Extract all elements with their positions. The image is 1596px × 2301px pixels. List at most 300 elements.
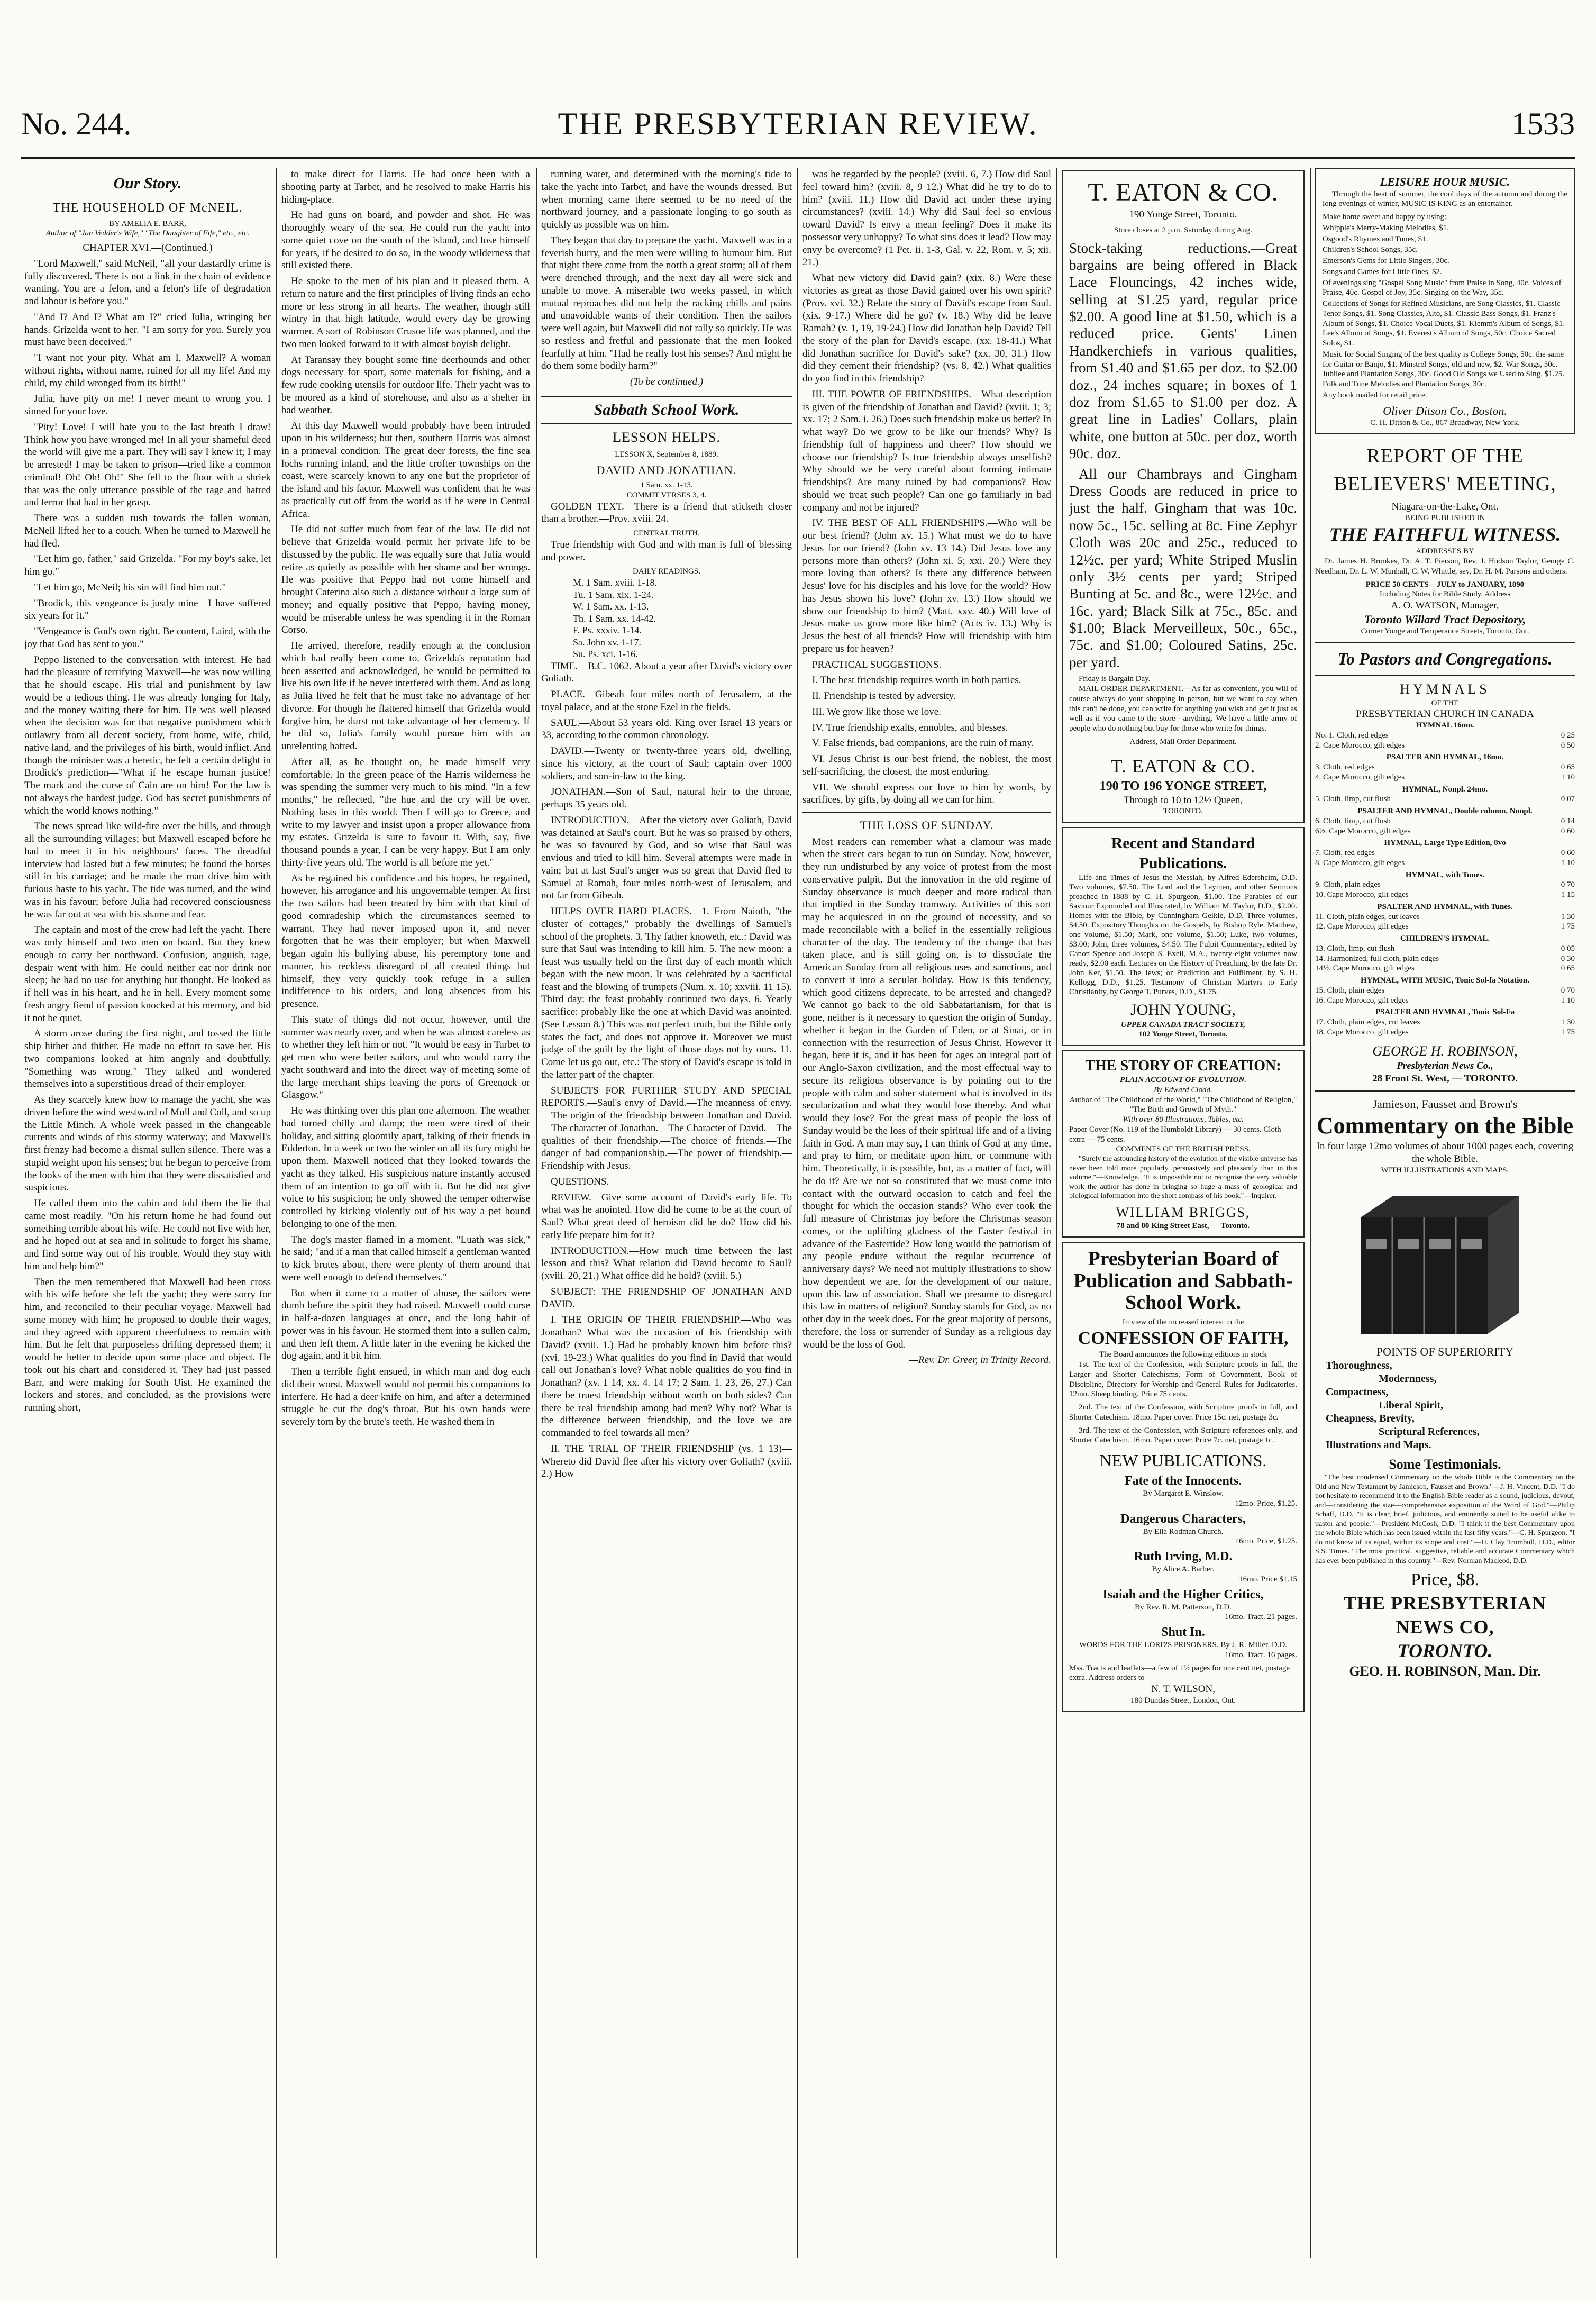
price-row: [1315, 794, 1575, 804]
publisher-name: WILLIAM BRIGGS,: [1116, 1204, 1251, 1220]
paragraph: "Let him go, father," said Grizelda. "For my boy's sake, let him go.": [24, 553, 271, 577]
price-row: [1315, 826, 1575, 836]
ad-heading: REPORT OF THE: [1366, 444, 1524, 467]
publication-item: [1069, 1624, 1297, 1660]
reading-item: M. 1 Sam. xviii. 1-18.: [573, 577, 658, 588]
paragraph: At this day Maxwell would probably have been intruded upon in his wilderness; but then, southern Harris was almost in a primeval condition. The great deer forests, the fine sea lochs running inland, and the little crofter townships on the coast, were scarcely known to any one but the proprietor of the island and his factor. Maxwell was confident that he was as practically cut off from the world as if he were in Central Africa.: [281, 420, 530, 520]
daily-readings-heading: DAILY READINGS.: [633, 567, 700, 576]
price-item: 14. Harmonized, full cloth, plain edges: [1315, 954, 1439, 963]
paragraph: VII. We should express our love to him by words, by sacrifices, by gifts, by doing all we can for him.: [802, 781, 1051, 806]
music-book-line: Of evenings sing "Gospel Song Music" from Praise in Song, 40c. Voices of Praise, 40c. Gospel of Joy, 35c. Singing on the Way, 35c.: [1323, 278, 1562, 297]
ad-heading: BELIEVERS' MEETING,: [1334, 473, 1556, 496]
music-advertisement: [1315, 168, 1575, 434]
article-body: [802, 836, 1051, 1351]
paragraph: He spoke to the men of his plan and it pleased them. A return to nature and the first principles of living finds an echo more or less strong in all hearts. The weather, though still wintry in that high latitude, would every day be growing warmer. A sort of Robinson Crusoe life was planned, and the two men looked forward to it with almost boyish delight.: [281, 276, 530, 350]
paragraph: He had guns on board, and powder and shot. He was thoroughly weary of the sea. He could run the yacht into some quiet cove on the south of the island, and lose himself for years, if he desired to do so, in the woody wilderness that still existed there.: [281, 210, 530, 271]
books-icon: [1350, 1180, 1540, 1339]
superiority-point: Thoroughness,: [1326, 1359, 1392, 1371]
superiority-point: Cheapness, Brevity,: [1326, 1412, 1415, 1424]
publisher-address: 180 Dundas Street, London, Ont.: [1130, 1696, 1236, 1705]
paragraph: What new victory did David gain? (xix. 8.) Were these victories as great as those David gained over his own spirit? (Prov. xvi. 32.) Relate the story of David's escape from Saul. (xix. 9-17.) Where did he go? (v. 18.) Why did he leave Ramah? (v. 1, 19, 19-24.) How did Jonathan help David? Tell the story of the plan for David's escape. (xx. 18-41.) What did Jonathan sacrifice for David's sake? (xx. 30, 31.) How did they cement their friendship? (vs. 8, 42.) What qualities do you find in this friendship?: [802, 272, 1051, 384]
price-value: 1 75: [1561, 1027, 1575, 1036]
music-book-line: Children's School Songs, 35c.: [1323, 245, 1418, 254]
depository-name: Toronto Willard Tract Depository,: [1364, 612, 1526, 626]
column-2: [281, 168, 530, 2263]
advertiser-address: 190 Yonge Street, Toronto.: [1129, 209, 1237, 220]
publisher-name: THE PRESBYTERIAN NEWS CO,: [1343, 1592, 1547, 1638]
publisher-address: 78 and 80 King Street East, — Toronto.: [1116, 1222, 1250, 1231]
ad-heading: Presbyterian Board of Publication and Sabbath-School Work.: [1073, 1247, 1293, 1314]
paragraph: "Brodick, this vengeance is justly mine—I have suffered six years for it.": [24, 597, 271, 622]
publication-name: THE FAITHFUL WITNESS.: [1329, 524, 1561, 545]
music-book-line: Collections of Songs for Refined Musicians, are Song Classics, $1. Classic Tenor Songs, $1. Song Classics, Alto, $1. Classic Bass Songs, $1. Franz's Album of Songs, $1. Choice Vocal Duets, $1. Klemm's Album of Songs, $1. Lee's Album of Songs, $1. Everest's Album of Songs, 50c. Choice Sacred Solos, $1.: [1323, 299, 1565, 348]
price-item: 4. Cape Morocco, gilt edges: [1315, 772, 1405, 781]
press-heading: COMMENTS OF THE BRITISH PRESS.: [1116, 1145, 1251, 1154]
price-value: 0 60: [1561, 826, 1575, 835]
paragraph: III. THE POWER OF FRIENDSHIPS.—What description is given of the friendship of Jonathan and David? (xviii. 1; 3; xx. 17; 2 Sam. i. 26.) Does such friendship make us better? In what way? Do we grow to be like our friends? Why? Is friendship full of happiness and cheer? How should we choose our friendship? Is true friendship always unselfish? Why should we be very careful about forming intimate friendships? Are many ruined by bad companions? How should we treat such people? Can one go familiarly in bad company and not be injured?: [802, 388, 1051, 513]
location: Niagara-on-the-Lake, Ont.: [1391, 501, 1499, 512]
paragraph: TIME.—B.C. 1062. About a year after David's victory over Goliath.: [541, 660, 792, 685]
advertiser-name: T. EATON & CO.: [1110, 755, 1256, 777]
column-divider: [1310, 168, 1311, 2258]
ad-note: Including Notes for Bible Study. Address: [1379, 590, 1511, 599]
publisher-org: Presbyterian News Co.,: [1397, 1060, 1493, 1071]
price-group-heading: PSALTER AND HYMNAL, with Tunes.: [1377, 902, 1513, 911]
publication-price: 16mo. Tract. 21 pages.: [1225, 1613, 1297, 1622]
paragraph: They began that day to prepare the yacht. Maxwell was in a feverish hurry, and the men were willing to humour him. But that night there came from the north a great storm; all of them were drenched through, and the next day all were sick and unable to move. A miserable two weeks passed, in which mutual reproaches did not help the racking chills and pains and unavoidable wants of their condition. Then the sailors were well again, but Maxwell did not rally so quickly. He was so restless and fretful and passionate that the men looked fearfully at him. "Had he really lost his senses? And might he do them some bodily harm?": [541, 234, 792, 372]
price-item: 17. Cloth, plain edges, cut leaves: [1315, 1018, 1420, 1026]
ad-heading: THE STORY OF CREATION:: [1085, 1058, 1281, 1075]
paragraph: was he regarded by the people? (xviii. 6, 7.) How did Saul feel toward him? (xviii. 8, 9 12.) What did he try to do to him? (xviii. 11.) How did David act under these trying circumstances? (xviii. 14.) Why did Saul feel so envious toward David? Is envy a mean feeling? Does it make its possessor very unhappy? To what sins does it lead? How may envy be overcome? (1 Pet. ii. 1-3, Gal. v. 22, Rom. v. 5; xii. 21.): [802, 169, 1051, 268]
column-divider: [797, 168, 798, 2258]
paragraph: III. We grow like those we love.: [812, 706, 941, 717]
publication-author: By Alice A. Barber.: [1152, 1565, 1215, 1574]
price-group-heading: HYMNAL, WITH MUSIC, Tonic Sol-fa Notation.: [1361, 976, 1529, 985]
ad-illustrations: With over 80 Illustrations, Tables, etc.: [1123, 1115, 1244, 1124]
illustrations-note: WITH ILLUSTRATIONS AND MAPS.: [1381, 1166, 1509, 1175]
advertiser-address: 190 TO 196 YONGE STREET,: [1099, 779, 1267, 793]
price-item: 9. Cloth, plain edges: [1315, 880, 1381, 889]
publication-item: [1069, 1473, 1297, 1509]
price-item: 3. Cloth, red edges: [1315, 763, 1375, 771]
ad-author: By Edward Clodd.: [1154, 1085, 1212, 1094]
price-row: [1315, 772, 1575, 783]
price-value: 0 70: [1561, 880, 1575, 889]
church-name: PRESBYTERIAN CHURCH IN CANADA: [1356, 708, 1534, 720]
issue-number: No. 244.: [21, 106, 132, 141]
price-value: 1 10: [1561, 996, 1575, 1005]
paragraph: Then the men remembered that Maxwell had been cross with his wife before she left the yacht; they were sorry for him, and reconciled to their peculiar voyage. Maxwell had some money with him; he proposed to double their wages, and they agreed with apparent cheerfulness to remain with him. But he felt that purposeless drifting depressed them; it would be better to decide upon some place and object. He took out his chart and considered it. They had just passed Barr, and were making for South Uist. He examined the lockers and stores, and concluded, as the provisions were running short,: [24, 1276, 271, 1413]
price-group-heading: PSALTER AND HYMNAL, Tonic Sol-Fa: [1375, 1008, 1515, 1017]
paragraph: Then a terrible fight ensued, in which man and dog each did their worst. Maxwell would not permit his companions to interfere. He had a deer knife on him, and after a determined struggle he cut the dog's throat. But his own hands were severely torn by the brute's teeth. He washed them in: [281, 1366, 530, 1427]
price-row: [1315, 816, 1575, 826]
price-group-heading: HYMNAL, Nonpl. 24mo.: [1402, 785, 1488, 794]
commentary-title: Commentary on the Bible: [1316, 1113, 1574, 1139]
price-row: [1315, 922, 1575, 932]
price-row: [1315, 944, 1575, 954]
byline: BY AMELIA E. BARR,: [109, 219, 186, 228]
testimonials-body: "The best condensed Commentary on the whole Bible is the Commentary on the Old and New Testament by Jamieson, Fausset and Brown."—J. H. Vincent, D.D. "I do not hesitate to recommend it to the English Bible reader as a sound, judicious, devout, and—considering the size—comprehensive exposition of the Word of God."—Philip Schaff, D.D. "It is clear, brief, judicious, and eminently suited to be useful alike to pastor and people."—President McCosh, D.D. "I think it the best Commentary upon the whole Bible which has been issued within the last fifty years."—C. H. Spurgeon. "I do not know of its equal, within its scope and cost."—H. Clay Trumbull, D.D., editor S.S. Times. "The most practical, suggestive, reliable and accurate Commentary which has ever been published in this country."—Rev. Norman Macleod, D.D.: [1315, 1474, 1575, 1565]
paragraph: I. The best friendship requires worth in both parties.: [812, 675, 1022, 686]
lesson-body: [541, 660, 792, 1481]
advertiser-city: TORONTO.: [1163, 807, 1203, 816]
price-value: 0 14: [1561, 816, 1575, 825]
hymnal-price-list: [1315, 731, 1575, 1038]
lesson-helps-title: LESSON HELPS.: [613, 430, 721, 445]
price-item: 16. Cape Morocco, gilt edges: [1315, 996, 1409, 1005]
paragraph: "Pity! Love! I will hate you to the last breath I draw! Think how you have wronged me! In all your shameful deed the world will give me a part. They will say I knew it; I may be arrested! I may be taken to prison—tried like a common criminal! Oh! Oh! Oh!" She fell to the floor with a shriek that was the only utterance possible of the rage and hatred and terror that had in her grasp.: [24, 421, 271, 508]
music-book-line: Emerson's Gems for Little Singers, 30c.: [1323, 257, 1449, 265]
ad-intro: The Board announces the following editions in stock: [1099, 1350, 1267, 1359]
paragraph: At Taransay they bought some fine deerhounds and other dogs necessary for sport, some materials for fishing, and a few rude cooking utensils for outdoor life. Their yacht was to be moored as a kind of storehouse, and also as a shelter in bad weather.: [281, 354, 530, 416]
price-value: 0 50: [1561, 741, 1575, 750]
publication-author: By Rev. R. M. Patterson, D.D.: [1135, 1603, 1232, 1612]
paragraph: There was a sudden rush towards the fallen woman, McNeil lifted her to a couch. When he turned to Maxwell he had fled.: [24, 513, 271, 549]
superiority-point: Modernness,: [1379, 1372, 1437, 1385]
price: Price, $8.: [1410, 1570, 1480, 1590]
mail-order-note: MAIL ORDER DEPARTMENT.—As far as convenient, you will of course always do your shopping in person, but we want to say when this can't be done, you can write for anything you wish and get it just as well as if you came to the store—anything. We have a little army of people who do nothing but buy for those who write for things.: [1069, 685, 1297, 733]
publication-price: 16mo. Price $1.15: [1239, 1575, 1297, 1584]
newspaper-title: THE PRESBYTERIAN REVIEW.: [558, 106, 1038, 141]
author-credits: Author of "Jan Vedder's Wife," "The Daughter of Fife," etc., etc.: [45, 229, 250, 238]
addresses-heading: ADDRESSES BY: [1416, 547, 1474, 556]
reading-item: Tu. 1 Sam. xix. 1-24.: [573, 589, 654, 600]
price-row: [1315, 890, 1575, 900]
depository-address: Corner Yonge and Temperance Streets, Toronto, Ont.: [1361, 627, 1529, 636]
paragraph: QUESTIONS.: [551, 1176, 609, 1187]
advertiser-address-sub: Through to 10 to 12½ Queen,: [1123, 794, 1243, 806]
price-row: [1315, 741, 1575, 751]
publisher-city: TORONTO.: [1397, 1640, 1493, 1661]
superiority-point: Illustrations and Maps.: [1326, 1439, 1431, 1451]
paragraph: The news spread like wild-fire over the hills, and through all the surrounding villages; but Maxwell escaped before he had to meet it in his neighbours' faces. The dreadful interview had lasted but a few minutes; he found the horses still in his carriage; and he made the man drive him with furious haste to his yacht. The tide was turned, and the wind was in his favour; before Julia had recovered consciousness he was far out at sea with his shame and fear.: [24, 821, 271, 920]
reading-item: W. 1 Sam. xx. 1-13.: [573, 601, 649, 612]
publication-title: Ruth Irving, M.D.: [1134, 1550, 1233, 1564]
publisher-org: UPPER CANADA TRACT SOCIETY,: [1120, 1020, 1246, 1029]
price-value: 0 30: [1561, 954, 1575, 963]
price-item: 11. Cloth, plain edges, cut leaves: [1315, 912, 1420, 921]
book-stack-illustration: [1350, 1180, 1540, 1339]
publisher-name: GEORGE H. ROBINSON,: [1372, 1043, 1518, 1059]
new-publications-heading: NEW PUBLICATIONS.: [1099, 1451, 1267, 1470]
paragraph: This state of things did not occur, however, until the summer was nearly over, and when he was almost careless as to whether they left him or not. "It would be easy in Tarbet to get men who were better sailors, and who would carry the yacht southward and into the direct way of meeting some of the large merchant ships leaving the ports of Greenock or Glasgow.": [281, 1014, 530, 1101]
price-value: 0 65: [1561, 763, 1575, 771]
paragraph: After all, as he thought on, he made himself very comfortable. In the green peace of the Harris wilderness he was spending the summer very much to his mind. "In a few months," he reflected, "the hue and the cry will be over. Nothing lasts in this world. Then I will go to Greece, and write to my lawyer and insist upon a proper allowance from my estates. Grizelda is sure to favour it. With, say, five thousand pounds a year, I can be very happy. But I am only thirty-five years old. The world is all before me yet.": [281, 756, 530, 868]
paragraph: SAUL.—About 53 years old. King over Israel 13 years or 33, according to the common chronology.: [541, 717, 792, 741]
scripture-reference: 1 Sam. xx. 1-13.: [640, 481, 693, 489]
paragraph: HELPS OVER HARD PLACES.—1. From Naioth, "the cluster of cottages," probably the dwellings of Samuel's school of the prophets. 3. Thy father knoweth, etc.: David was sure that Saul was intending to kill him. 5. The new moon: a feast was usually held on the first day of each month which began with the new moon. It was celebrated by a sacrificial feast and the blowing of trumpets (Num. x. 10; xxviii. 11 15). Third day: the feast probably continued two days. 6. Yearly sacrifice: probably like the one at which David was anointed. (See Lesson 8.) This was not perfect truth, but the Bible only states the fact, and does not approve it. Moreover we must judge of the guilt by the light of those days not by ours. 11. Come let us go out, etc.: The story of David's escape is told in the latter part of the chapter.: [541, 906, 792, 1080]
ad-heading: LEISURE HOUR MUSIC.: [1380, 175, 1510, 188]
price-row: [1315, 912, 1575, 922]
paragraph: A storm arose during the first night, and tossed the little ship hither and thither. He made no effort to save her. His two companions looked at him angrily and doubtfully. "Something was wrong." They talked and wondered themselves into a superstitious dread of their employer.: [24, 1028, 271, 1090]
price-row: [1315, 858, 1575, 868]
paragraph: "Lord Maxwell," said McNeil, "all your dastardly crime is fully discovered. There is not a link in the chain of evidence wanting. You are a felon, and a felon's life of degradation and labour is before you.": [24, 258, 271, 307]
paragraph: REVIEW.—Give some account of David's early life. To what was he anointed. How did he come to be at the court of Saul? What great deed of heroism did he do? How did his early life prepare him for it?: [541, 1192, 792, 1241]
ad-intro: In view of the increased interest in the: [1122, 1318, 1244, 1327]
central-truth: True friendship with God and with man is full of blessing and power.: [541, 539, 792, 563]
publisher-name: N. T. WILSON,: [1151, 1684, 1215, 1695]
bargain-day: Friday is Bargain Day.: [1079, 675, 1151, 684]
section-rule: [1315, 642, 1575, 643]
paragraph: Most readers can remember what a clamour was made when the street cars began to run on Sunday. Now, however, they run undisturbed by any voice of protest from the most conservative pulpit. But the innovation in the old regime of Sunday observance is much deeper and more radical than that implied in the Sunday tramway. Activities of this sort may be acquiesced in on the ground of necessity, and so made reconcilable with a belief in the essentially religious character of the day. The tendency of the change that has taken place, and is still going on, is to dissociate the American Sunday from all religious uses and sanctions, and to convert it into a secular holiday. How is this tendency, which good citizens deprecate, to be arrested and changed? We cannot go back to the old Sabbatarianism, for that is gone, neither is it necessary to question the origin of Sunday, whether it began in the Garden of Eden, or at Sinai, or in connection with the resurrection of Jesus Christ. However it began, here it is, and it has been for ages an integral part of our Anglo-Saxon civilization, and the most effectual way to secure its religious observance is by pointing out to the people with calm and sober statement what is involved in its secularization and what they would lose thereby. And what would they lose? For the great mass of people the loss of Sunday would be the loss of their spiritual life and of a living faith in God. A man may say, I can think of God at any time, and pray to him, or meditate upon him, or commune with him. Theoretically, it is possible, but, as a matter of fact, will he do it? Are we not so constituted that we must come into contact with the outward occasion to catch and feel the thought for which the occasion stands? Who ever took the full measure of Christmas joy before the Christmas season comes, or the uplifting gladness of the Easter festival in advance of the Eastertide? How long would the patriotism of any people endure without the regular recurrence of anniversary days? We need not multiply illustrations to show how dependent we are, for the development of our nature, upon this law of association. Shall we presume to disregard this law in matters of religion? Sunday stands for God, as no other day in the week does. For the great majority of persons, therefore, the loss or surrender of Sunday as a religious day would be the loss of God.: [802, 836, 1051, 1350]
paragraph: INTRODUCTION.—How much time between the last lesson and this? What relation did David become to Saul? (xviii. 20, 21.) What office did he hold? (xviii. 5.): [541, 1245, 792, 1281]
music-book-line: Any book mailed for retail price.: [1323, 390, 1427, 399]
hymnal-edition: HYMNAL 16mo.: [1416, 721, 1474, 730]
price-value: 1 30: [1561, 1018, 1575, 1026]
price-row: [1315, 996, 1575, 1006]
managing-director: GEO. H. ROBINSON, Man. Dir.: [1349, 1663, 1541, 1679]
price-group-heading: PSALTER AND HYMNAL, 16mo.: [1386, 753, 1504, 762]
ad-note: BEING PUBLISHED IN: [1405, 513, 1485, 522]
ad-heading: To Pastors and Congregations.: [1337, 649, 1553, 668]
points-heading: POINTS OF SUPERIORITY: [1376, 1345, 1514, 1359]
price-value: 0 25: [1561, 731, 1575, 740]
paragraph: SUBJECT: THE FRIENDSHIP OF JONATHAN AND DAVID.: [541, 1286, 792, 1310]
price-value: 0 07: [1561, 795, 1575, 804]
paragraph: He called them into the cabin and told them the lie that came most readily. "On his return home he had found out something terrible about his wife. He could not live with her, and he hoped out at sea and in solitude to forget his shame, and find some way out of his trouble. Would they stay with him and help him?": [24, 1198, 271, 1272]
paragraph: INTRODUCTION.—After the victory over Goliath, David was detained at Saul's court. But he was so praised by others, he was so favoured by God, and so wise that Saul was envious and tried to kill him. Several attempts were made in vain; but at last Saul's anger was so great that David fled to Samuel at Ramah, four miles north-west of Jerusalem, and not far from Gibeah.: [541, 814, 792, 902]
new-publications-list: [1069, 1473, 1297, 1660]
price-value: 1 75: [1561, 922, 1575, 931]
publications-advertisement: [1062, 827, 1305, 1046]
paragraph: II. THE TRIAL OF THEIR FRIENDSHIP (vs. 1 13)—Whereto did David flee after his victory over Goliath? (xviii. 2.) How: [541, 1443, 792, 1480]
publication-title: Shut In.: [1161, 1625, 1205, 1640]
paragraph: II. Friendship is tested by adversity.: [812, 690, 956, 702]
superiority-point: Compactness,: [1326, 1386, 1389, 1398]
manager-name: A. O. WATSON, Manager,: [1391, 600, 1499, 611]
paragraph: He was thinking over this plan one afternoon. The weather had turned chilly and damp; the men were tired of their holiday, and sitting gloomily apart, talking of their friends in Edderton. In a week or two the winter on all its fury might be upon them. Maxwell noticed that they looked towards the yacht as they talked. His suspicious nature instantly accused them of an intention to go off with it. But he did not give voice to his suspicion; he only showed the temper otherwise controlled by kicking violently out of his way a pet hound belonging to one of the men.: [281, 1105, 530, 1230]
price-value: 0 05: [1561, 944, 1575, 953]
price-item: No. 1. Cloth, red edges: [1315, 731, 1389, 740]
price-item: 5. Cloth, limp, cut flush: [1315, 795, 1391, 804]
ad-note: Mss. Tracts and leaflets—a few of 1½ pages for one cent net, postage extra. Address orders to: [1069, 1663, 1290, 1682]
chapter-heading: CHAPTER XVI.—(Continued.): [83, 242, 213, 253]
price-item: 15. Cloth, plain edges: [1315, 986, 1385, 995]
ad-body: All our Chambrays and Gingham Dress Goods are reduced in price to just the half. Gingham that was 10c. now 5c., 15c. selling at 8c. Fine Zephyr Cloth was 20c and 25c., reduced to 12½c. per yard; White Striped Muslin only 3½ cents per yard; Striped Bunting at 5c. and 8c., were 12½c. and 16c. yard; Black Silk at 75c., 85c. and $1.00; Black Merveilleux, 50c., 65c., 75c. and $1.00; Coloured Satins, 25c. per yard.: [1069, 466, 1297, 670]
price-value: 0 60: [1561, 849, 1575, 857]
paragraph: Julia, have pity on me! I never meant to wrong you. I sinned for your love.: [24, 393, 271, 417]
speakers-list: Dr. James H. Brookes, Dr. A. T. Pierson, Rev. J. Hudson Taylor, George C. Needham, Dr. L. W. Munhall, C. W. Whittle, sey, Dr. H. M. Parsons and others.: [1315, 557, 1575, 576]
central-truth-heading: CENTRAL TRUTH.: [633, 529, 700, 538]
paragraph: to make direct for Harris. He had once been with a shooting party at Tarbet, and he resolved to make Harris his hiding-place.: [281, 169, 530, 205]
superiority-point: Scriptural References,: [1379, 1425, 1480, 1438]
hymnals-of: OF THE: [1431, 698, 1459, 707]
eaton-advertisement: [1062, 170, 1305, 823]
paragraph: "And I? And I? What am I?" cried Julia, wringing her hands. Grizelda went to her. "I am sorry for you. Surely you must have been deceived.": [24, 311, 271, 348]
reading-item: F. Ps. xxxiv. 1-14.: [573, 625, 642, 635]
column-divider: [1056, 168, 1057, 2258]
paragraph: DAVID.—Twenty or twenty-three years old, dwelling, since his victory, at the court of Saul; captain over 1000 soldiers, and son-in-law to the king.: [541, 745, 792, 782]
story-body-continued: [281, 168, 530, 1429]
daily-readings-list: [541, 577, 792, 660]
paragraph: As they scarcely knew how to manage the yacht, she was driven before the wind westward of Mull and Coll, and so up the Little Minch. A whole week passed in the changeable currents and winds of this stormy waterway; and Maxwell's first frenzy had become a dismal sullen silence. There was a stupid weight upon his senses; but he began to perceive from the looks of the men with him that they were dissatisfied and suspicious.: [24, 1094, 271, 1194]
story-body: [24, 258, 271, 1414]
masthead-rule: [21, 157, 1575, 159]
price-group-heading: HYMNAL, Large Type Edition, 8vo: [1384, 839, 1506, 848]
section-rule: [1315, 1090, 1575, 1092]
paragraph: IV. THE BEST OF ALL FRIENDSHIPS.—Who will be our best friend? (John xv. 15.) What must we do to have Jesus for our friend? (John xv. 13 14.) Did Jesus love any persons more than others? (John xi. 5; xxi. 20.) Were they more loving than others? Is there any difference between Jesus' love for his disciples and his love for the world? How has Jesus shown his love? (John xv. 13.) How should we show our friendship to him? (Matt. xxv. 40.) Will love of Jesus make us grow more like him? (Acts iv. 13.) Why is Jesus the best of all friends? How will friendship with him prepare us for heaven?: [802, 517, 1051, 654]
price-item: 12. Cape Morocco, gilt edges: [1315, 922, 1409, 931]
paragraph: V. False friends, bad companions, are the ruin of many.: [812, 738, 1034, 749]
ad-body: Life and Times of Jesus the Messiah, by Alfred Edersheim, D.D. Two volumes, $7.50. The Lord and the Laymen, and other Sermons preached in 1888 by C. H. Spurgeon, $1.00. The Parables of our Saviour Expounded and Illustrated, by William M. Taylor, D.D., $2.00. Homes with the Bible, by Cunningham Geikie, D.D. Three volumes, $4.50. Expository Thoughts on the Gospels, by Bishop Ryle. Matthew, one volume, $1.50; Mark, one volume, $1.50; Luke, two volumes, $3.00; John, three volumes, $4.50. The Pulpit Commentary, edited by Canon Spence and Joseph S. Exell, M.A., twenty-eight volumes now ready, $2.00 each. Lectures on the History of Preaching, by the late Dr. John Ker, $1.50. The Jews; or Prediction and Fulfilment, by S. H. Kellogg, D.D., $1.25. Testimony of Christian Martyrs to Early Christianity, by George T. Purves, D.D., $1.75.: [1069, 874, 1297, 997]
paragraph: JONATHAN.—Son of Saul, natural heir to the throne, perhaps 35 years old.: [541, 786, 792, 810]
mail-order-address: Address, Mail Order Department.: [1129, 737, 1237, 746]
superiority-point: Liberal Spirit,: [1379, 1399, 1444, 1411]
publication-title: Fate of the Innocents.: [1124, 1474, 1242, 1488]
price-item: 7. Cloth, red edges: [1315, 849, 1375, 857]
paragraph: PRACTICAL SUGGESTIONS.: [812, 659, 942, 670]
price-group-heading: HYMNAL, with Tunes.: [1405, 870, 1485, 879]
price-row: [1315, 986, 1575, 996]
price-group-heading: PSALTER AND HYMNAL, Double column, Nonpl.: [1357, 807, 1533, 815]
price-value: 1 10: [1561, 772, 1575, 781]
price-row: [1315, 963, 1575, 974]
column-4: [802, 168, 1051, 2263]
column-divider: [276, 168, 277, 2258]
paragraph: "Let him go, McNeil; his sin will find him out.": [34, 581, 226, 593]
column-divider: [536, 168, 537, 2258]
paragraph: The dog's master flamed in a moment. "Luath was sick," he said; "and if a man that called himself a gentleman wanted to kick brutes about, there were plenty of them around that were well enough to defend themselves.": [281, 1234, 530, 1283]
publication-price: 16mo. Tract. 16 pages.: [1225, 1650, 1297, 1659]
edition-item: 1st. The text of the Confession, with Scripture proofs in full, the Larger and Shorter Catechisms, Form of Government, Book of Discipline, Directory for Worship and General Rules for Judicatories. 12mo. Sheep binding. Price 75 cents.: [1069, 1360, 1297, 1399]
price-row: [1315, 1017, 1575, 1027]
golden-text: GOLDEN TEXT.—There is a friend that sticketh closer than a brother.—Prov. xviii. 24.: [541, 501, 792, 525]
page-number: 1533: [1511, 106, 1575, 141]
lesson-meta: LESSON X, September 8, 1889.: [615, 450, 718, 459]
music-book-line: Music for Social Singing of the best quality is College Songs, 50c. the same for Guitar or Banjo, $1. Minstrel Songs, old and new, $2. War Songs, 50c. Jubilee and Plantation Songs, 30c. Good Old Songs we Used to Sing, $1.25. Folk and Tune Melodies and Plantation Songs, 30c.: [1323, 350, 1565, 388]
music-books-list: [1323, 212, 1567, 401]
reading-item: Sa. John xv. 1-17.: [573, 636, 641, 648]
publication-author: By Ella Rodman Church.: [1143, 1527, 1224, 1536]
ad-body: Stock-taking reductions.—Great bargains are being offered in Black Lace Flouncings, 42 inches wide, selling at $1.25 yard, regular price $2.00. A good line at $1.50, which is a reduced price. Gents' Linen Handkerchiefs in various qualities, from $1.40 and $1.65 per doz. to $2.00 doz., 24 inches square; in boxes of 1 doz from $1.65 to $1.00 per doz. A great line in Ladies' Collars, plain white, one button at 50c. per doz, worth 90c. doz.: [1069, 240, 1297, 462]
advertiser-name: T. EATON & CO.: [1088, 178, 1279, 206]
price-item: 18. Cape Morocco, gilt edges: [1315, 1027, 1409, 1036]
ad-intro: Through the heat of summer, the cool days of the autumn and during the long evenings of winter, MUSIC IS KING as an entertainer.: [1323, 189, 1567, 208]
lesson-name: DAVID AND JONATHAN.: [596, 463, 737, 477]
ad-subheading: CONFESSION OF FAITH,: [1078, 1328, 1289, 1348]
publication-price: 16mo. Price, $1.25.: [1235, 1537, 1297, 1546]
price-row: [1315, 731, 1575, 741]
paragraph: I. THE ORIGIN OF THEIR FRIENDSHIP.—Who was Jonathan? What was the occasion of his friendship with David? (xviii. 1.) Had he probably known him before this? (xvi. 19-23.) What qualities do you find in David that would call out Jonathan's love? What noble qualities do you find in Jonathan? (xv. 1 14, xx. 4. 14 17; 2 Sam. 1. 23, 26, 27.) Can there be truest friendship without worth on both sides? Can there be real friendship among bad men? Why not? What is the difference between friendship, and the love we are commanded to feel towards all men?: [541, 1314, 792, 1439]
board-advertisement: [1062, 1242, 1305, 1712]
publication-price: 12mo. Price, $1.25.: [1235, 1499, 1297, 1508]
price-item: 2. Cape Morocco, gilt edges: [1315, 741, 1405, 750]
publication-author: By Margaret E. Winslow.: [1143, 1489, 1224, 1498]
music-book-line: Songs and Games for Little Ones, $2.: [1323, 267, 1442, 276]
music-book-line: Osgood's Rhymes and Tunes, $1.: [1323, 234, 1428, 243]
publisher-address: C. H. Ditson & Co., 867 Broadway, New York.: [1370, 419, 1520, 427]
price-value: 1 15: [1561, 890, 1575, 899]
paragraph: As he regained his confidence and his hopes, he regained, however, his arrogance and his ungovernable temper. At first the two sailors had been treated by him with that kind of good comradeship which the circumstances seemed to warrant. They had never imposed upon it, and never forgotten that he was their employer; but when Maxwell began again his bullying abuse, his peremptory tone and manner, his reckless disregard of all created things but himself, they very quickly took refuge in a sullen indifference to his orders, and long absences from his presence.: [281, 872, 530, 1009]
column-1: [24, 168, 271, 2263]
paragraph: But when it came to a matter of abuse, the sailors were dumb before the spirit they had raised. Maxwell could curse in half-a-dozen languages at once, and the long habit of power was in his favour. He stormed them into a sullen calm, and then left them. A little later in the evening he kicked the dog again, and it bit him.: [281, 1287, 530, 1362]
hymnals-heading: HYMNALS: [1400, 681, 1490, 697]
price-value: 1 30: [1561, 912, 1575, 921]
price-item: 8. Cape Morocco, gilt edges: [1315, 858, 1405, 867]
section-heading: Our Story.: [113, 175, 182, 192]
publication-item: [1069, 1587, 1297, 1623]
price-item: 10. Cape Morocco, gilt edges: [1315, 890, 1409, 899]
price-value: 0 70: [1561, 986, 1575, 995]
price-value: 1 10: [1561, 858, 1575, 867]
column-5: [1062, 168, 1305, 2263]
story-body-end: [541, 168, 792, 372]
price-row: [1315, 762, 1575, 772]
price-row: [1315, 954, 1575, 964]
publisher-name: Oliver Ditson Co., Boston.: [1383, 404, 1507, 417]
ad-author-credits: Author of "The Childhood of the World," "The Childhood of Religion," "The Birth and Growth of Myth.": [1069, 1095, 1297, 1114]
masthead: [21, 101, 1575, 148]
price-row: [1315, 1027, 1575, 1038]
reading-item: Su. Ps. xci. 1-16.: [573, 649, 638, 659]
price-item: 6½. Cape Morocco, gilt edges: [1315, 826, 1411, 835]
paragraph: He arrived, therefore, readily enough at the conclusion which had really been come to. Grizelda's reputation had been asserted and acknowledged, he would be permitted to live his own life if he never interfered with them. And as long as Julia lived he felt that he must take no advantage of her divorce. For though he flattered himself that Grizelda would forgive him, he durst not take advantage of her clemency. If he did so, Julia's family would pursue him with an unrelenting hatred.: [281, 640, 530, 752]
publisher-name: JOHN YOUNG,: [1130, 1001, 1236, 1019]
publication-item: [1069, 1511, 1297, 1547]
publisher-address: 102 Yonge Street, Toronto.: [1138, 1030, 1228, 1039]
to-be-continued: (To be continued.): [630, 376, 704, 387]
ad-heading: Recent and Standard Publications.: [1111, 834, 1255, 872]
publication-item: [1069, 1549, 1297, 1585]
price-row: [1315, 848, 1575, 858]
edition-item: 2nd. The text of the Confession, with Scripture proofs in full, and Shorter Catechism. 18mo. Paper cover. Price 15c. net, postage 3c.: [1069, 1403, 1297, 1422]
paragraph: He did not suffer much from fear of the law. He did not believe that Grizelda would permit her private life to be discussed by the public. He was equally sure that Julia would retire as quietly as possible with her shame and her wrongs. He was positive that Peppo had not come himself and brought Caterina also such a distance without a large sum of money; and equally positive that Peppo, having money, would be miserable unless he was spending it in the Roman Corso.: [281, 524, 530, 636]
price-item: 14½. Cape Morocco, gilt edges: [1315, 964, 1415, 973]
reading-item: Th. 1 Sam. xx. 14-42.: [573, 613, 656, 624]
ad-prices: Paper Cover (No. 119 of the Humboldt Library) — 30 cents. Cloth extra — 75 cents.: [1069, 1125, 1281, 1144]
paragraph: IV. True friendship exalts, ennobles, and blesses.: [812, 722, 1008, 733]
paragraph: SUBJECTS FOR FURTHER STUDY AND SPECIAL REPORTS.—Saul's envy of David.—The meanness of envy.—The origin of the friendship between Jonathan and David.—The character of Jonathan.—The Character of David.—The qualities of their friendship.—The choice of friends.—The danger of bad companionship.—The power of friendship.—Friendship with Jesus.: [541, 1085, 792, 1171]
paragraph: VI. Jesus Christ is our best friend, the noblest, the most self-sacrificing, the closest, the most enduring.: [802, 753, 1051, 777]
commentary-description: In four large 12mo volumes of about 1000 pages each, covering the whole Bible.: [1316, 1141, 1574, 1165]
commit-verses: COMMIT VERSES 3, 4.: [626, 490, 707, 499]
story-title: THE HOUSEHOLD OF McNEIL.: [52, 201, 243, 215]
music-book-line: Make home sweet and happy by using:: [1323, 213, 1447, 221]
article-source: —Rev. Dr. Greer, in Trinity Record.: [909, 1354, 1051, 1366]
column-6: [1315, 168, 1575, 2263]
ad-heading: Jamieson, Fausset and Brown's: [1372, 1097, 1518, 1111]
section-heading: Sabbath School Work.: [594, 401, 740, 419]
paragraph: running water, and determined with the morning's tide to take the yacht into Tarbet, and have the wounds dressed. But when morning came there seemed to be no need of the northward journey, and a passionate longing to go south as quickly as possible was on him.: [541, 169, 792, 230]
price-line: PRICE 50 CENTS—JULY to JANUARY, 1890: [1365, 580, 1525, 589]
paragraph: "Vengeance is God's own right. Be content, Laird, with the joy that God has sent to you.": [24, 626, 271, 650]
publisher-address: 28 Front St. West, — TORONTO.: [1372, 1072, 1518, 1084]
points-list: [1315, 1359, 1575, 1452]
paragraph: "I want not your pity. What am I, Maxwell? A woman without rights, without name, ruined for all my life! And my child, my child wronged from its birth!": [24, 352, 271, 389]
store-hours: Store closes at 2 p.m. Saturday during Aug.: [1114, 225, 1252, 234]
section-rule: [802, 812, 1051, 813]
column-3: [541, 168, 792, 2263]
article-title: THE LOSS OF SUNDAY.: [860, 818, 994, 832]
edition-item: 3rd. The text of the Confession, with Scripture references only, and Shorter Catechism. 16mo. Paper cover. Price 7c. net, postage 1c.: [1069, 1426, 1297, 1445]
music-book-line: Whipple's Merry-Making Melodies, $1.: [1323, 223, 1449, 232]
price-item: 6. Cloth, limp, cut flush: [1315, 816, 1391, 825]
price-row: [1315, 880, 1575, 890]
paragraph: Peppo listened to the conversation with interest. He had had the pleasure of terrifying Maxwell—he was now willing that he should escape. His trial and punishment by law would be a tedious thing. He was already longing for Italy, and the money waiting there for him. He was well pleased when the decision was for that negative punishment which outlawry from all decent society, from home, wife, child, native land, and the privileges of his birth, would inflict. And though the minister was a heretic, he felt a certain delight in Brodick's prediction—"What if he escape human justice! The mark and the curse of Cain are on him! For the law is not always the hardest judge. God has secret punishments of which the world knows nothing.": [24, 654, 271, 816]
lesson-body-continued: [802, 168, 1051, 806]
ad-subheading: PLAIN ACCOUNT OF EVOLUTION.: [1119, 1076, 1247, 1085]
price-value: 0 65: [1561, 964, 1575, 973]
testimonials-heading: Some Testimonials.: [1389, 1456, 1501, 1472]
press-comments: "Surely the astounding history of the evolution of the visible universe has never been told more popularly, persuasively and pleasantly than in this volume."—Knowledge. "It is impossible not to recognise the very valuable work the author has done in bringing so huge a mass of geological and biological information into the short compass of his book."—Inquirer.: [1069, 1155, 1297, 1200]
publication-title: Isaiah and the Higher Critics,: [1102, 1587, 1264, 1602]
price-group-heading: CHILDREN'S HYMNAL.: [1400, 934, 1490, 943]
section-rule: [1315, 675, 1575, 676]
publication-author: WORDS FOR THE LORD'S PRISONERS. By J. R. Miller, D.D.: [1079, 1641, 1288, 1650]
paragraph: The captain and most of the crew had left the yacht. There was only himself and two men on board. But they knew enough to carry her northward. Confusion, anguish, rage, despair went with him. He could neither eat nor drink nor sleep; he had no use for anything but thought. He looked as if hell was in his heart, and he in hell. Every moment some fresh angry fiend of passion knocked at his memory, and bid it not be quiet.: [24, 924, 271, 1024]
publication-title: Dangerous Characters,: [1120, 1512, 1246, 1526]
paragraph: PLACE.—Gibeah four miles north of Jerusalem, at the royal palace, and at the stone Ezel in the fields.: [541, 689, 792, 713]
